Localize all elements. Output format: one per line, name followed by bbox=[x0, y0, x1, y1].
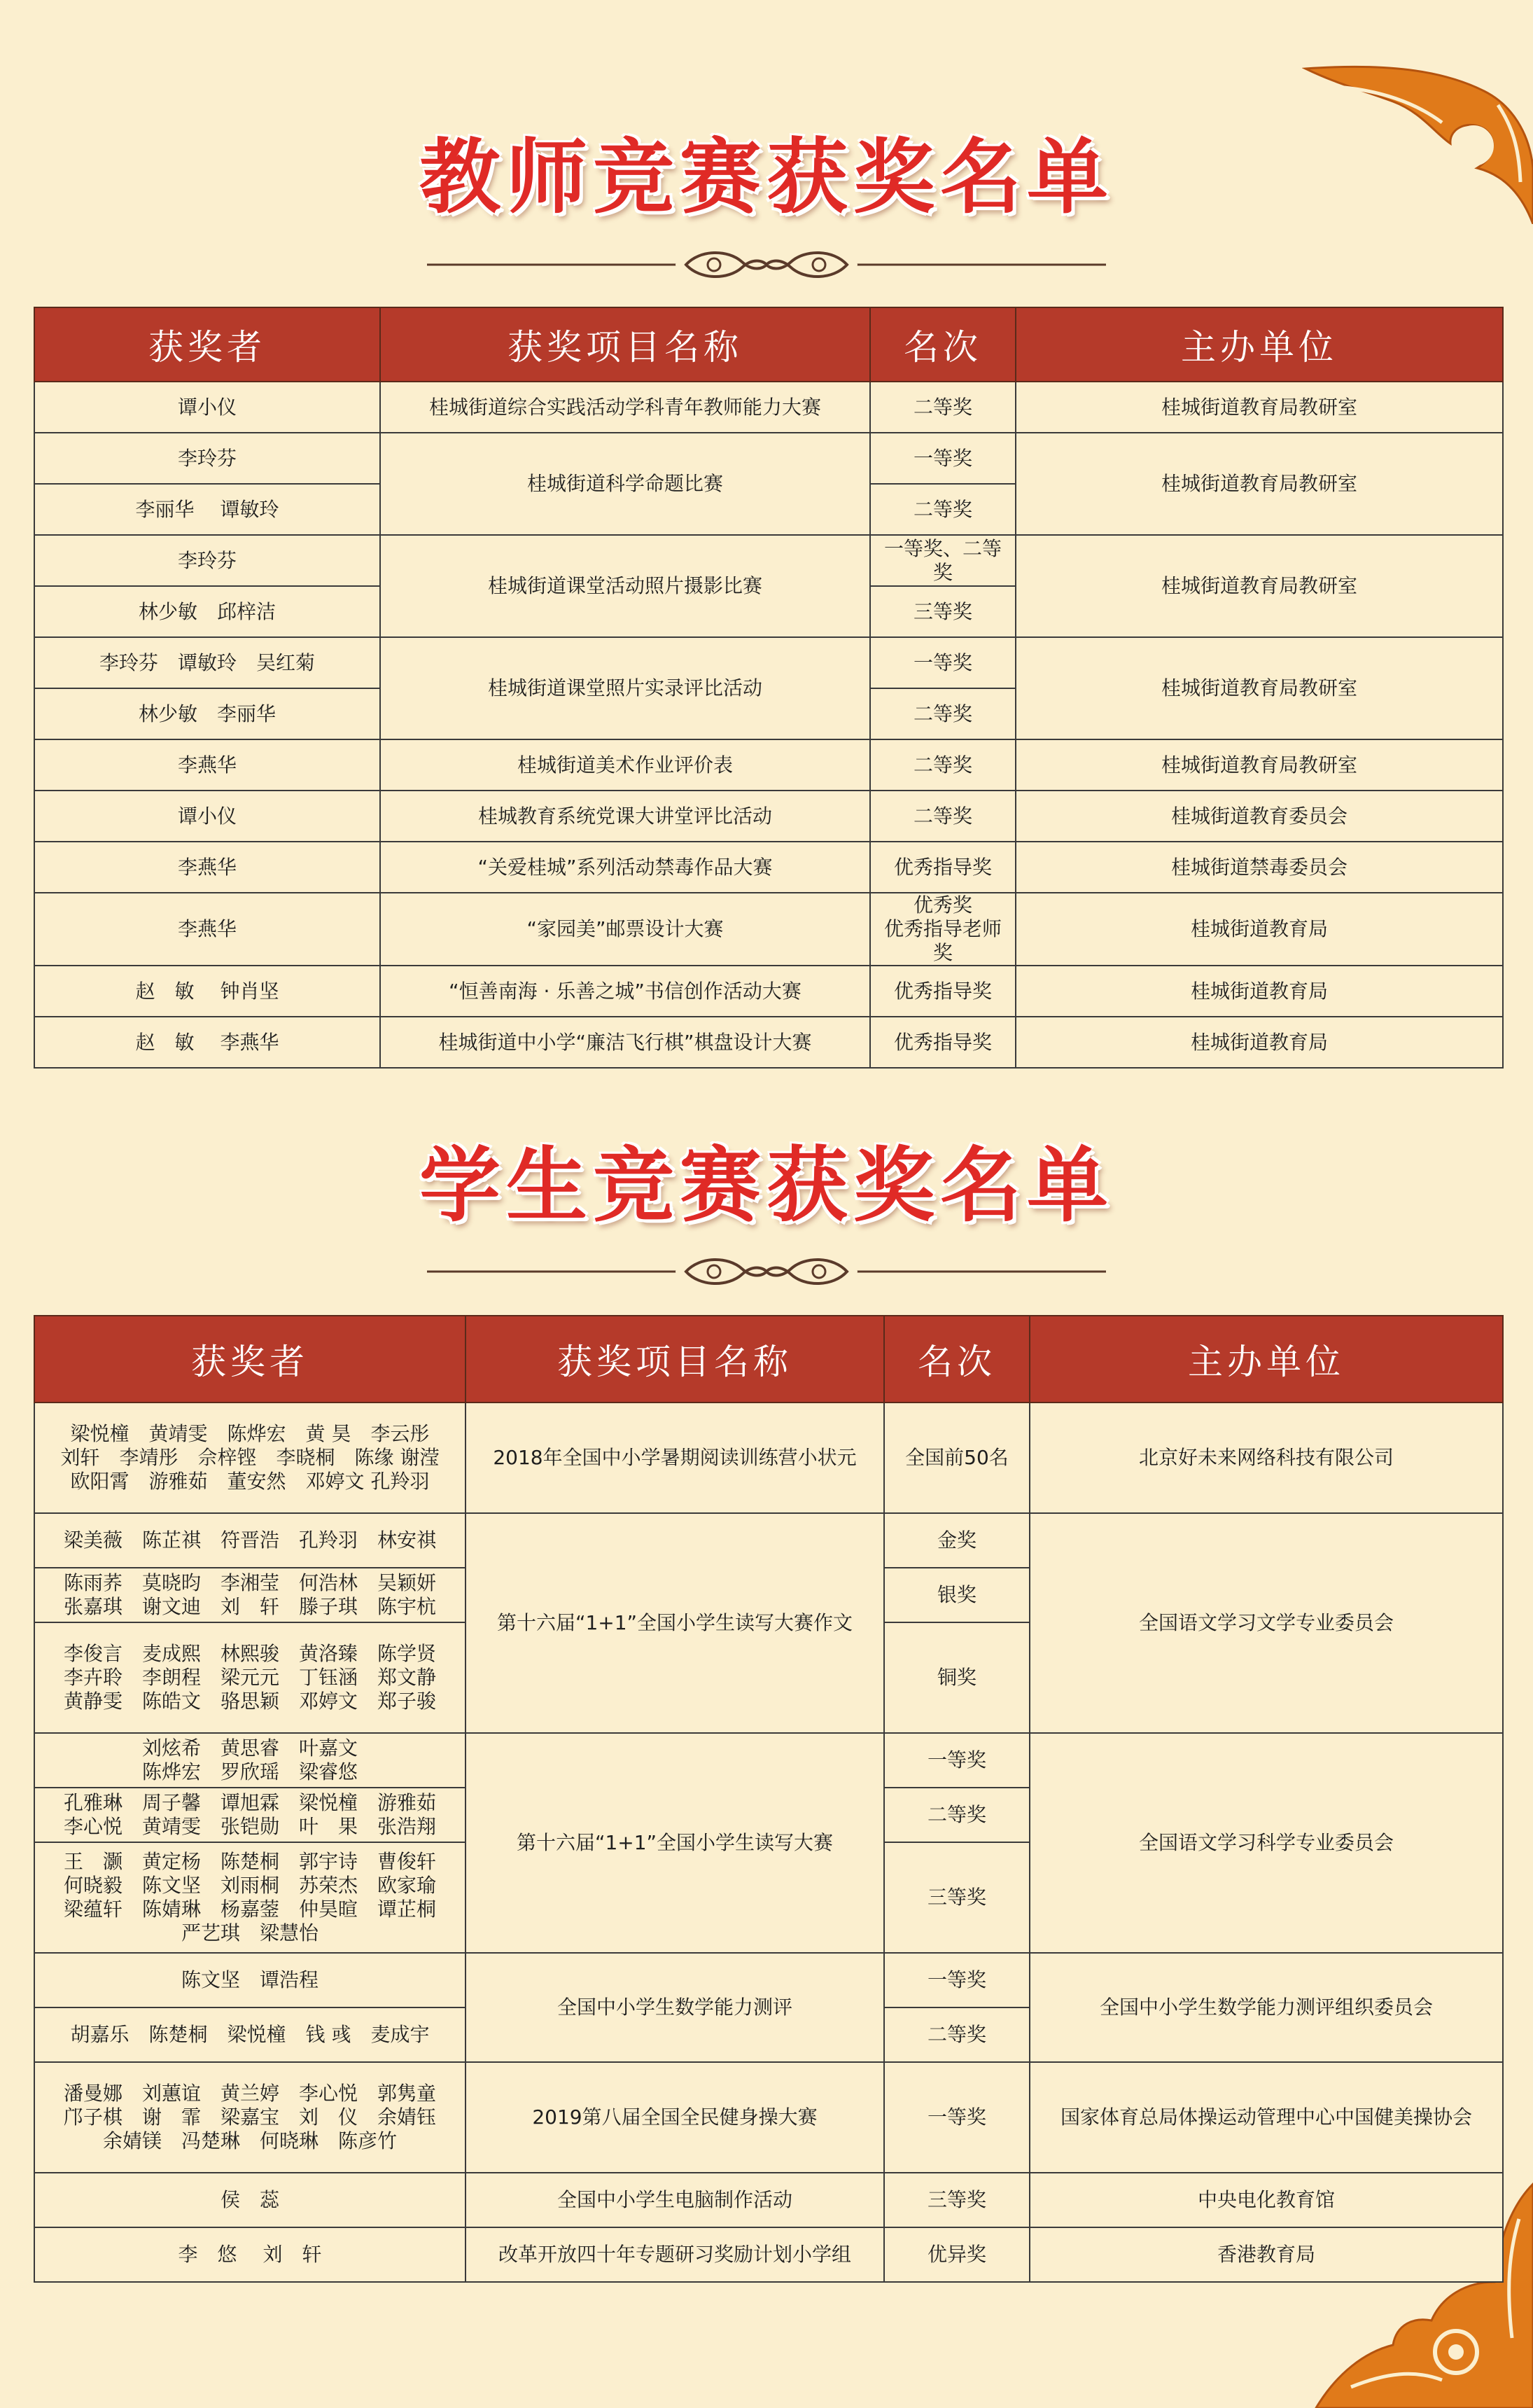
rank-line: 优秀奖 bbox=[913, 893, 972, 917]
winner-cell: 陈文坚 谭浩程 bbox=[34, 1953, 465, 2007]
table-row bbox=[34, 739, 1503, 791]
project-cell: 第十六届“1+1”全国小学生读写大赛 bbox=[465, 1733, 884, 1953]
organizer-cell: 桂城街道教育局 bbox=[1016, 893, 1503, 966]
winner-cell: 李丽华 谭敏玲 bbox=[34, 484, 380, 535]
winner-cell: 梁悦橦 黄靖雯 陈烨宏 黄 昊 李云彤 刘轩 李靖彤 佘梓铿 李晓桐 陈缘 谢滢 欧阳霄 游雅茹 董安然 邓婷文 孔羚羽 bbox=[34, 1403, 465, 1513]
rank-cell: 银奖 bbox=[884, 1568, 1030, 1622]
table-row bbox=[34, 842, 1503, 893]
rank-cell bbox=[870, 893, 1016, 966]
winner-cell: 李燕华 bbox=[34, 842, 380, 893]
project-cell: 桂城街道课堂照片实录评比活动 bbox=[380, 637, 870, 739]
rank-cell: 一等奖、二等奖 bbox=[870, 535, 1016, 586]
column-header-rank: 名次 bbox=[884, 1316, 1030, 1403]
table-row bbox=[34, 1733, 1503, 1788]
rank-cell: 二等奖 bbox=[870, 382, 1016, 433]
project-cell: 2018年全国中小学暑期阅读训练营小状元 bbox=[465, 1403, 884, 1513]
rank-cell: 优秀指导奖 bbox=[870, 842, 1016, 893]
organizer-cell: 桂城街道教育局教研室 bbox=[1016, 382, 1503, 433]
rank-cell: 一等奖 bbox=[870, 433, 1016, 484]
organizer-cell: 全国中小学生数学能力测评组织委员会 bbox=[1030, 1953, 1503, 2062]
table-row bbox=[34, 535, 1503, 586]
student-section-title: 学生竞赛获奖名单 bbox=[419, 1139, 1114, 1233]
organizer-cell: 香港教育局 bbox=[1030, 2227, 1503, 2282]
rank-cell: 优秀指导奖 bbox=[870, 1017, 1016, 1068]
teacher-section-title: 教师竞赛获奖名单 bbox=[419, 130, 1114, 225]
rank-cell: 二等奖 bbox=[870, 484, 1016, 535]
divider-ornament bbox=[420, 244, 1113, 283]
rank-cell: 二等奖 bbox=[870, 739, 1016, 791]
project-cell: 全国中小学生电脑制作活动 bbox=[465, 2173, 884, 2227]
project-cell: 桂城教育系统党课大讲堂评比活动 bbox=[380, 791, 870, 842]
organizer-cell: 中央电化教育馆 bbox=[1030, 2173, 1503, 2227]
organizer-cell: 桂城街道教育局 bbox=[1016, 966, 1503, 1017]
rank-cell: 二等奖 bbox=[870, 791, 1016, 842]
winner-cell: 侯 蕊 bbox=[34, 2173, 465, 2227]
winner-cell: 陈雨荞 莫晓昀 李湘莹 何浩林 吴颖妍 张嘉琪 谢文迪 刘 轩 滕子琪 陈宇杭 bbox=[34, 1568, 465, 1622]
winner-cell: 赵 敏 李燕华 bbox=[34, 1017, 380, 1068]
winner-cell: 李玲芬 bbox=[34, 535, 380, 586]
winner-cell: 赵 敏 钟肖坚 bbox=[34, 966, 380, 1017]
rank-cell: 一等奖 bbox=[870, 637, 1016, 688]
winner-cell: 刘炫希 黄思睿 叶嘉文 陈烨宏 罗欣瑶 梁睿悠 bbox=[34, 1733, 465, 1788]
table-row bbox=[34, 2062, 1503, 2173]
project-cell: 全国中小学生数学能力测评 bbox=[465, 1953, 884, 2062]
winner-cell: 李俊言 麦成熙 林熙骏 黄洛臻 陈学贤 李卉聆 李朗程 梁元元 丁钰涵 郑文静 黄静雯 陈皓文 骆思颖 邓婷文 郑子骏 bbox=[34, 1622, 465, 1733]
winner-cell: 李玲芬 谭敏玲 吴红菊 bbox=[34, 637, 380, 688]
organizer-cell: 桂城街道教育局教研室 bbox=[1016, 433, 1503, 535]
rank-line: 优秀指导老师奖 bbox=[883, 917, 1002, 964]
table-row bbox=[34, 1513, 1503, 1568]
table-row bbox=[34, 2227, 1503, 2282]
table-row bbox=[34, 382, 1503, 433]
organizer-cell: 桂城街道教育局 bbox=[1016, 1017, 1503, 1068]
teacher-awards-table bbox=[34, 307, 1504, 1069]
rank-cell: 一等奖 bbox=[884, 2062, 1030, 2173]
rank-cell: 一等奖 bbox=[884, 1733, 1030, 1788]
table-row bbox=[34, 791, 1503, 842]
organizer-cell: 桂城街道禁毒委员会 bbox=[1016, 842, 1503, 893]
table-header-row bbox=[34, 1316, 1503, 1403]
winner-cell: 潘曼娜 刘蕙谊 黄兰婷 李心悦 郭隽童 邝子棋 谢 霏 梁嘉宝 刘 仪 余婧钰 余婧镁 冯楚琳 何晓琳 陈彦竹 bbox=[34, 2062, 465, 2173]
winner-cell: 林少敏 邱梓洁 bbox=[34, 586, 380, 637]
student-awards-table bbox=[34, 1315, 1504, 2283]
organizer-cell: 国家体育总局体操运动管理中心中国健美操协会 bbox=[1030, 2062, 1503, 2173]
project-cell: 桂城街道课堂活动照片摄影比赛 bbox=[380, 535, 870, 637]
winner-cell: 李玲芬 bbox=[34, 433, 380, 484]
rank-cell: 金奖 bbox=[884, 1513, 1030, 1568]
column-header-winner: 获奖者 bbox=[34, 1316, 465, 1403]
table-row bbox=[34, 2173, 1503, 2227]
winner-cell: 谭小仪 bbox=[34, 382, 380, 433]
table-row bbox=[34, 637, 1503, 688]
rank-cell: 二等奖 bbox=[884, 1788, 1030, 1842]
project-cell: 桂城街道综合实践活动学科青年教师能力大赛 bbox=[380, 382, 870, 433]
project-cell: 2019第八届全国全民健身操大赛 bbox=[465, 2062, 884, 2173]
winner-cell: 胡嘉乐 陈楚桐 梁悦橦 钱 彧 麦成宇 bbox=[34, 2007, 465, 2062]
project-cell: “家园美”邮票设计大赛 bbox=[380, 893, 870, 966]
winner-cell: 李燕华 bbox=[34, 893, 380, 966]
winner-cell: 梁美薇 陈芷祺 符晋浩 孔羚羽 林安祺 bbox=[34, 1513, 465, 1568]
column-header-organizer: 主办单位 bbox=[1016, 307, 1503, 382]
table-row bbox=[34, 893, 1503, 966]
organizer-cell: 桂城街道教育局教研室 bbox=[1016, 535, 1503, 637]
column-header-project: 获奖项目名称 bbox=[380, 307, 870, 382]
rank-cell: 全国前50名 bbox=[884, 1403, 1030, 1513]
rank-cell: 三等奖 bbox=[870, 586, 1016, 637]
table-row bbox=[34, 1403, 1503, 1513]
project-cell: 桂城街道中小学“廉洁飞行棋”棋盘设计大赛 bbox=[380, 1017, 870, 1068]
column-header-rank: 名次 bbox=[870, 307, 1016, 382]
winner-cell: 孔雅琳 周子馨 谭旭霖 梁悦橦 游雅茹 李心悦 黄靖雯 张铠勋 叶 果 张浩翔 bbox=[34, 1788, 465, 1842]
winner-cell: 谭小仪 bbox=[34, 791, 380, 842]
rank-cell: 三等奖 bbox=[884, 1842, 1030, 1953]
table-row bbox=[34, 433, 1503, 484]
table-row bbox=[34, 966, 1503, 1017]
project-cell: “恒善南海 · 乐善之城”书信创作活动大赛 bbox=[380, 966, 870, 1017]
rank-cell: 一等奖 bbox=[884, 1953, 1030, 2007]
organizer-cell: 北京好未来网络科技有限公司 bbox=[1030, 1403, 1503, 1513]
divider-ornament bbox=[420, 1251, 1113, 1290]
organizer-cell: 桂城街道教育局教研室 bbox=[1016, 739, 1503, 791]
rank-cell: 优异奖 bbox=[884, 2227, 1030, 2282]
table-row bbox=[34, 1953, 1503, 2007]
winner-cell: 王 灏 黄定杨 陈楚桐 郭宇诗 曹俊轩 何晓毅 陈文坚 刘雨桐 苏荣杰 欧家瑜 梁蕴轩 陈婧琳 杨嘉蓥 仲昊暄 谭芷桐 严艺琪 梁慧怡 bbox=[34, 1842, 465, 1953]
project-cell: 桂城街道美术作业评价表 bbox=[380, 739, 870, 791]
rank-cell: 三等奖 bbox=[884, 2173, 1030, 2227]
project-cell: 第十六届“1+1”全国小学生读写大赛作文 bbox=[465, 1513, 884, 1733]
organizer-cell: 桂城街道教育委员会 bbox=[1016, 791, 1503, 842]
winner-cell: 李燕华 bbox=[34, 739, 380, 791]
project-cell: 改革开放四十年专题研习奖励计划小学组 bbox=[465, 2227, 884, 2282]
column-header-project: 获奖项目名称 bbox=[465, 1316, 884, 1403]
rank-cell: 铜奖 bbox=[884, 1622, 1030, 1733]
column-header-winner: 获奖者 bbox=[34, 307, 380, 382]
table-header-row bbox=[34, 307, 1503, 382]
rank-cell: 优秀指导奖 bbox=[870, 966, 1016, 1017]
winner-cell: 李 悠 刘 轩 bbox=[34, 2227, 465, 2282]
rank-cell: 二等奖 bbox=[870, 688, 1016, 739]
table-row bbox=[34, 1017, 1503, 1068]
rank-cell: 二等奖 bbox=[884, 2007, 1030, 2062]
organizer-cell: 全国语文学习科学专业委员会 bbox=[1030, 1733, 1503, 1953]
organizer-cell: 桂城街道教育局教研室 bbox=[1016, 637, 1503, 739]
column-header-organizer: 主办单位 bbox=[1030, 1316, 1503, 1403]
project-cell: “关爱桂城”系列活动禁毒作品大赛 bbox=[380, 842, 870, 893]
organizer-cell: 全国语文学习文学专业委员会 bbox=[1030, 1513, 1503, 1733]
winner-cell: 林少敏 李丽华 bbox=[34, 688, 380, 739]
project-cell: 桂城街道科学命题比赛 bbox=[380, 433, 870, 535]
